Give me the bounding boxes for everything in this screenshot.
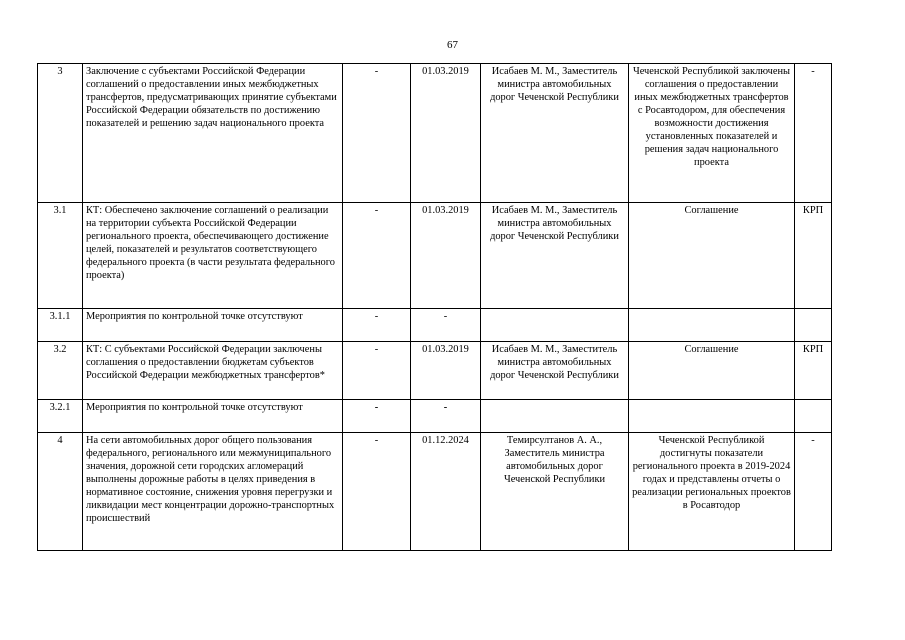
end-date: 01.03.2019: [411, 342, 481, 400]
row-title: На сети автомобильных дорог общего пользования федерального, регионального или межмуниципального значения, дорожной сети городских агломераций выполнены дорожные работы в целях приведения в нормативное состояние, снижения уровня перегрузки и ликвидации мест концентрации дорожно-транспортных происшествий: [83, 433, 343, 551]
start-date: -: [343, 309, 411, 342]
start-date: -: [343, 342, 411, 400]
row-number: 3: [38, 64, 83, 203]
control-level: КРП: [795, 203, 832, 309]
table-row: [38, 342, 832, 400]
result-description: Чеченской Республикой заключены соглашения о предоставлении иных межбюджетных трансфертов с Росавтодором, для обеспечения возможности достижения установленных показателей и решения задач национального проекта: [629, 64, 795, 203]
table-row: [38, 400, 832, 433]
control-level: [795, 400, 832, 433]
control-level: КРП: [795, 342, 832, 400]
table-row: [38, 309, 832, 342]
control-level: -: [795, 433, 832, 551]
end-date: 01.03.2019: [411, 64, 481, 203]
row-title: Мероприятия по контрольной точке отсутствуют: [83, 400, 343, 433]
row-title: Мероприятия по контрольной точке отсутствуют: [83, 309, 343, 342]
result-description: [629, 400, 795, 433]
row-number: 4: [38, 433, 83, 551]
end-date: 01.12.2024: [411, 433, 481, 551]
result-description: Чеченской Республикой достигнуты показатели регионального проекта в 2019-2024 годах и представлены отчеты о реализации региональных проектов в Росавтодор: [629, 433, 795, 551]
result-description: [629, 309, 795, 342]
end-date: -: [411, 400, 481, 433]
row-title: КТ: Обеспечено заключение соглашений о реализации на территории субъекта Российской Федерации регионального проекта, обеспечивающего достижение целей, показателей и результатов соответствующего федерального проекта (в части результата федерального проекта): [83, 203, 343, 309]
plan-table: [37, 63, 832, 551]
responsible-person: Исабаев М. М., Заместитель министра автомобильных дорог Чеченской Республики: [481, 64, 629, 203]
result-description: Соглашение: [629, 342, 795, 400]
row-number: 3.2.1: [38, 400, 83, 433]
start-date: -: [343, 203, 411, 309]
page-number: 67: [447, 39, 458, 51]
table-row: [38, 203, 832, 309]
start-date: -: [343, 433, 411, 551]
control-level: -: [795, 64, 832, 203]
end-date: -: [411, 309, 481, 342]
table-row: [38, 433, 832, 551]
responsible-person: [481, 400, 629, 433]
end-date: 01.03.2019: [411, 203, 481, 309]
start-date: -: [343, 64, 411, 203]
row-number: 3.2: [38, 342, 83, 400]
row-number: 3.1.1: [38, 309, 83, 342]
row-number: 3.1: [38, 203, 83, 309]
responsible-person: Темирсултанов А. А., Заместитель министра автомобильных дорог Чеченской Республики: [481, 433, 629, 551]
result-description: Соглашение: [629, 203, 795, 309]
row-title: КТ: С субъектами Российской Федерации заключены соглашения о предоставлении бюджетам субъектов Российской Федерации межбюджетных трансфертов*: [83, 342, 343, 400]
row-title: Заключение с субъектами Российской Федерации соглашений о предоставлении иных межбюджетных трансфертов, предусматривающих принятие субъектами Российской Федерации обязательств по достижению показателей и решению задач национального проекта: [83, 64, 343, 203]
start-date: -: [343, 400, 411, 433]
table-row: [38, 64, 832, 203]
responsible-person: Исабаев М. М., Заместитель министра автомобильных дорог Чеченской Республики: [481, 342, 629, 400]
responsible-person: Исабаев М. М., Заместитель министра автомобильных дорог Чеченской Республики: [481, 203, 629, 309]
control-level: [795, 309, 832, 342]
responsible-person: [481, 309, 629, 342]
